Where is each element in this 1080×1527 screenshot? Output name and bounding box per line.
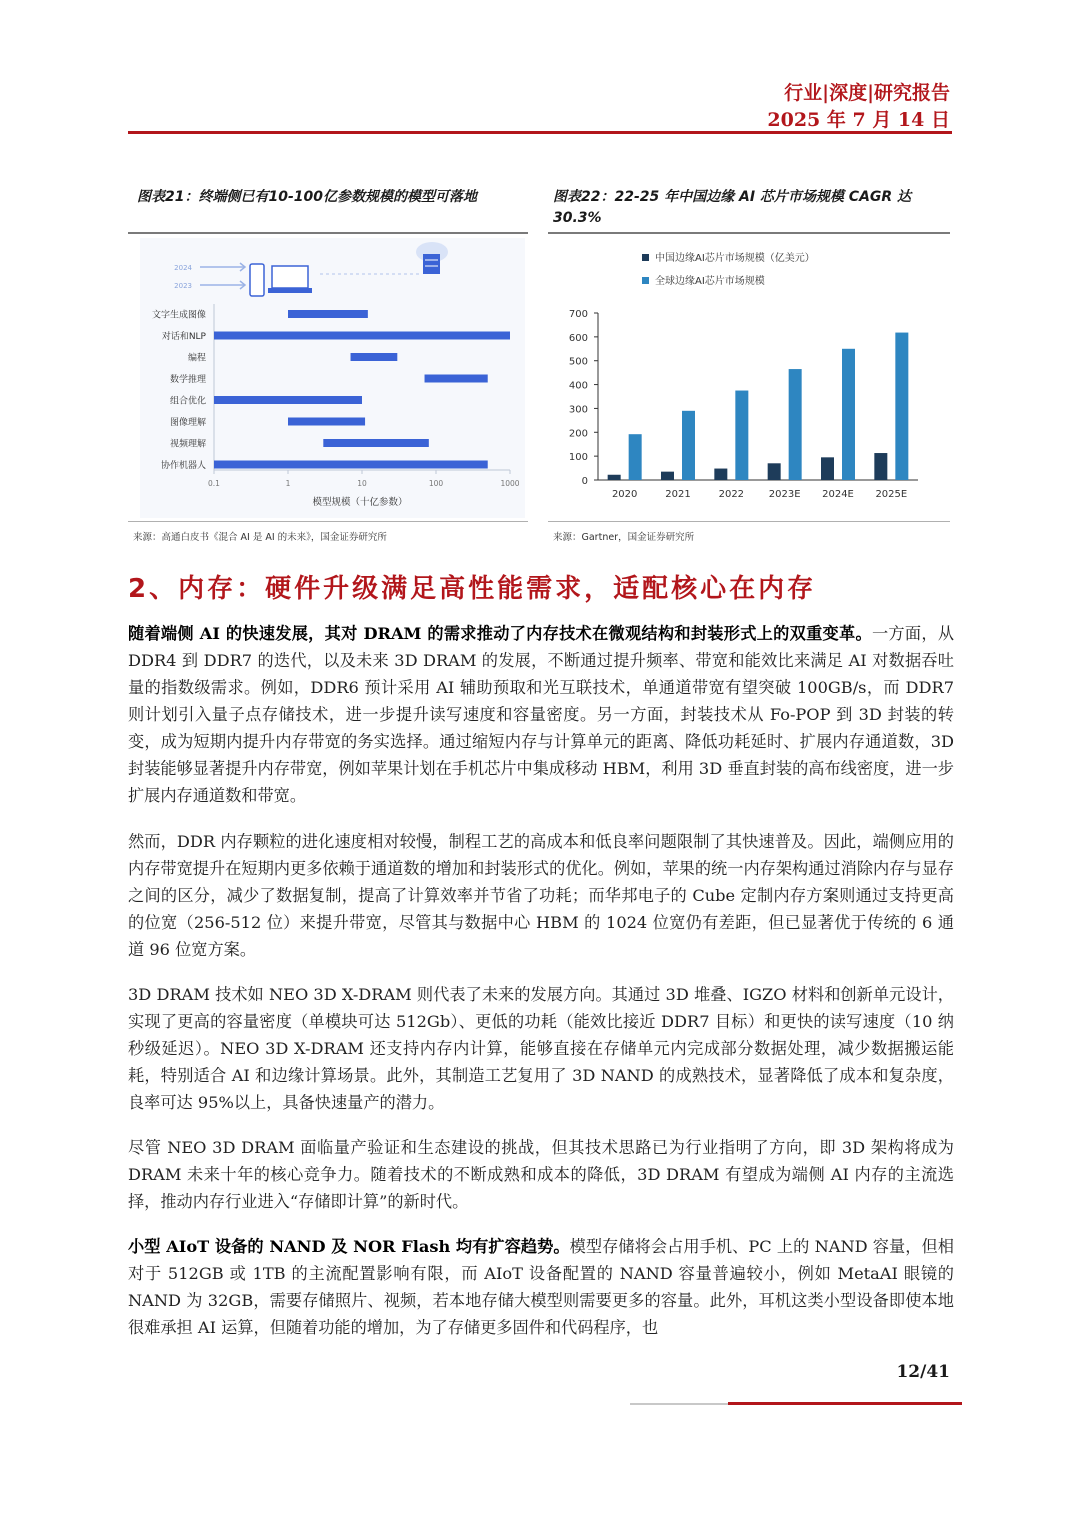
figure-21-source: 来源：高通白皮书《混合 AI 是 AI 的未来》，国金证券研究所	[133, 532, 387, 543]
range-bar	[214, 461, 488, 469]
category-label: 视频理解	[169, 439, 206, 450]
category-label: 协作机器人	[160, 461, 206, 471]
category-label: 文字生成图像	[151, 310, 206, 321]
range-bar	[214, 396, 362, 404]
x-tick-label: 1000	[500, 479, 520, 488]
figure-22-title-line2: 30.3%	[553, 210, 602, 226]
y-tick-label: 400	[568, 380, 588, 392]
category-label: 对话和NLP	[161, 332, 206, 342]
paragraph-1-text: 一方面，从 DDR4 到 DDR7 的迭代，以及未来 3D DRAM 的发展，不断通过提升频率、带宽和能效比来满足 AI 对数据吞吐量的指数级需求。例如，DDR6 预计采用 AI 辅助预取和光互联技术，单通道带宽有望突破 100GB/s，而 DDR7 则计划引入量子点存储技术，进一步提升读写速度和容量密度。另一方面，封装技术从 Fo-POP 到 3D 封装的转变，成为短期内提升内存带宽的务实选择。通过缩短内存与计算单元的距离、降低功耗延时、扩展内存通道数，3D 封装能够显著提升内存带宽，例如苹果计划在手机芯片中集成移动 HBM，利用 3D 垂直封装的高布线密度，进一步扩展内存通道数和带宽。	[128, 624, 955, 805]
x-category-label: 2020	[611, 489, 638, 500]
server-icon	[423, 254, 440, 274]
x-category-label: 2022	[718, 489, 745, 500]
legend-label: 全球边缘AI芯片市场规模	[655, 276, 765, 287]
bar-global	[895, 333, 908, 480]
section-title: 2、内存：硬件升级满足高性能需求，适配核心在内存	[128, 574, 817, 604]
page-number: 12/41	[896, 1362, 950, 1382]
category-label: 组合优化	[169, 396, 206, 407]
range-bar	[214, 332, 510, 340]
report-category: 行业|深度|研究报告	[784, 82, 950, 104]
x-category-label: 2023E	[768, 489, 801, 500]
legend-swatch	[642, 277, 649, 284]
bar-global	[735, 391, 748, 480]
phone-icon	[250, 264, 264, 296]
bar-china	[874, 453, 887, 480]
range-bar	[351, 353, 398, 361]
bar-global	[629, 434, 642, 480]
category-label: 编程	[187, 353, 206, 364]
bar-china	[821, 457, 834, 480]
range-bar	[425, 375, 488, 383]
x-tick-label: 0.1	[208, 479, 220, 488]
figure-22-title-line1: 图表22：22-25 年中国边缘 AI 芯片市场规模 CAGR 达	[553, 189, 912, 205]
y-tick-label: 300	[568, 404, 588, 416]
y-tick-label: 600	[568, 332, 588, 344]
range-bar	[288, 310, 368, 318]
x-category-label: 2021	[665, 489, 691, 500]
range-bar	[323, 439, 429, 447]
figure-21-rule	[128, 232, 528, 234]
figure-22-source: 来源：Gartner，国金证券研究所	[553, 532, 695, 543]
y-tick-label: 500	[568, 356, 588, 368]
bar-global	[682, 411, 695, 480]
footer-rule-gray	[630, 1403, 730, 1405]
figure-22-bottom-rule	[548, 521, 950, 522]
x-tick-label: 1	[285, 479, 291, 488]
paragraph-3-text: 3D DRAM 技术如 NEO 3D X-DRAM 则代表了未来的发展方向。其通过 3D 堆叠、IGZO 材料和创新单元设计，实现了更高的容量密度（单模块可达 512Gb）、更低的功耗（能效比接近 DDR7 目标）和更快的读写速度（10 纳秒级延迟）。NEO 3D X-DRAM 还支持内存内计算，能够直接在存储单元内完成部分数据处理，减少数据搬运能耗，特别适合 AI 和边缘计算场景。此外，其制造工艺复用了 3D NAND 的成熟技术，显著降低了成本和复杂度，良率可达 95%以上，具备快速量产的潜力。	[128, 985, 954, 1112]
paragraph-5	[128, 1233, 954, 1341]
paragraph-3	[128, 981, 954, 1116]
laptop-icon	[272, 266, 308, 288]
paragraph-1-lead: 随着端侧 AI 的快速发展，其对 DRAM 的需求推动了内存技术在微观结构和封装形式上的双重变革。	[128, 624, 872, 643]
bar-china	[768, 463, 781, 480]
category-label: 图像理解	[169, 418, 206, 428]
bar-china	[608, 475, 621, 480]
x-category-label: 2025E	[875, 489, 908, 500]
paragraph-4	[128, 1134, 954, 1215]
device-year-2024: 2024	[174, 264, 192, 272]
x-category-label: 2024E	[822, 489, 854, 500]
paragraph-5-text: 模型存储将会占用手机、PC 上的 NAND 容量，但相对于 512GB 或 1TB 的主流配置影响有限，而 AIoT 设备配置的 NAND 容量普遍较小，例如 MetaAI 眼镜的 NAND 为 32GB，需要存储照片、视频，若本地存储大模型则需要更多的容量。此外，耳机这类小型设备即使本地很难承担 AI 运算，但随着功能的增加，为了存储更多固件和代码程序，也	[128, 1237, 954, 1337]
paragraph-4-text: 尽管 NEO 3D DRAM 面临量产验证和生态建设的挑战，但其技术思路已为行业指明了方向，即 3D 架构将成为 DRAM 未来十年的核心竞争力。随着技术的不断成熟和成本的降低，3D DRAM 有望成为端侧 AI 内存的主流选择，推动内存行业进入“存储即计算”的新时代。	[128, 1138, 954, 1211]
figure-22-rule	[548, 232, 950, 234]
model-scale-chart	[140, 238, 525, 518]
bar-china	[661, 472, 674, 480]
category-label: 数学推理	[169, 375, 206, 385]
bar-china	[714, 469, 727, 480]
figure-21-bottom-rule	[128, 521, 528, 522]
legend-label: 中国边缘AI芯片市场规模（亿美元）	[655, 253, 815, 264]
paragraph-1	[128, 620, 954, 809]
bar-global	[789, 369, 802, 480]
y-tick-label: 700	[568, 309, 588, 320]
y-tick-label: 200	[568, 428, 588, 440]
device-year-2023: 2023	[174, 282, 192, 290]
bar-global	[842, 349, 855, 480]
y-tick-label: 100	[568, 452, 588, 464]
paragraph-5-lead: 小型 AIoT 设备的 NAND 及 NOR Flash 均有扩容趋势。	[128, 1237, 570, 1256]
edge-ai-chip-market-chart	[548, 238, 950, 518]
footer-rule-red	[728, 1402, 962, 1405]
legend-swatch	[642, 254, 649, 261]
y-tick-label: 0	[581, 476, 588, 487]
header-rule	[128, 131, 952, 134]
figure-21-title: 图表21：终端侧已有10-100亿参数规模的模型可落地	[137, 189, 477, 205]
paragraph-2-text: 然而，DDR 内存颗粒的进化速度相对较慢，制程工艺的高成本和低良率问题限制了其快速普及。因此，端侧应用的内存带宽提升在短期内更多依赖于通道数的增加和封装形式的优化。例如，苹果的统一内存架构通过消除内存与显存之间的区分，减少了数据复制，提高了计算效率并节省了功耗；而华邦电子的 Cube 定制内存方案则通过支持更高的位宽（256-512 位）来提升带宽，尽管其与数据中心 HBM 的 1024 位宽仍有差距，但已显著优于传统的 6 通道 96 位宽方案。	[128, 832, 954, 959]
x-tick-label: 100	[428, 479, 444, 488]
x-tick-label: 10	[357, 479, 367, 488]
report-date: 2025 年 7 月 14 日	[767, 109, 950, 131]
paragraph-2	[128, 828, 954, 963]
x-axis-label: 模型规模（十亿参数）	[312, 497, 408, 508]
range-bar	[288, 418, 365, 426]
